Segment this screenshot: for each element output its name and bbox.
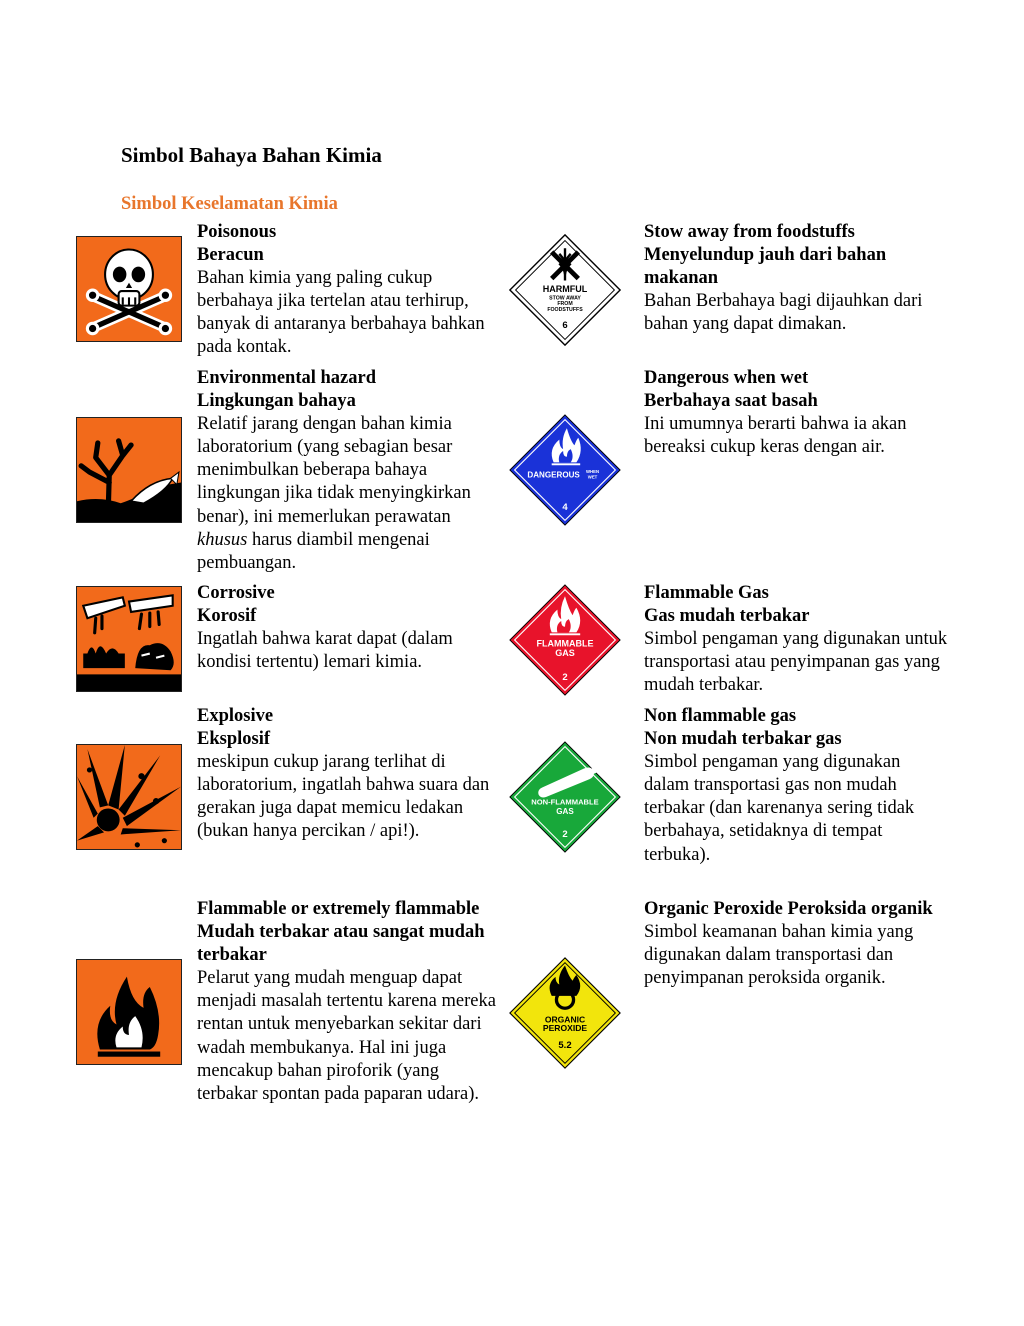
symbol-title: Poisonous bbox=[197, 222, 277, 242]
harmful-wheat-crossed-icon bbox=[508, 233, 622, 347]
emphasis-text: khusus bbox=[197, 529, 248, 550]
symbol-description: Simbol pengaman yang digunakan untuk transportasi atau penyimpanan gas yang mudah terbakar. bbox=[644, 629, 948, 696]
symbol-entry-flammable bbox=[197, 898, 499, 1106]
symbol-title: Flammable or extremely flammable Mudah terbakar atau sangat mudah terbakar bbox=[197, 899, 485, 966]
symbol-description bbox=[197, 413, 499, 575]
dead-tree-fish-icon bbox=[76, 417, 182, 523]
diamond-label: GAS bbox=[556, 807, 574, 817]
symbol-description: Ini umumnya berarti bahwa ia akan bereaksi cukup keras dengan air. bbox=[644, 414, 907, 458]
symbol-subtitle: Korosif bbox=[197, 606, 257, 627]
symbol-entry-stow-away bbox=[644, 221, 949, 336]
diamond-label: STOW AWAY bbox=[549, 295, 581, 302]
diamond-label: FROM bbox=[557, 301, 573, 308]
skull-crossbones-icon bbox=[76, 236, 182, 342]
symbol-description: meskipun cukup jarang terlihat di laboratorium, ingatlah bahwa suara dan gerakan juga dapat memicu ledakan (bukan hanya percikan / api!). bbox=[197, 752, 490, 842]
symbol-title: Corrosive bbox=[197, 583, 275, 603]
diamond-label: FOODSTUFFS bbox=[547, 306, 583, 313]
symbol-description: Bahan kimia yang paling cukup berbahaya jika tertelan atau terhirup, banyak di antaranya berbahaya bahkan pada kontak. bbox=[197, 268, 485, 358]
symbol-title: Explosive bbox=[197, 706, 274, 726]
symbol-title: Dangerous when wet bbox=[644, 368, 809, 388]
class-number: 2 bbox=[562, 671, 568, 683]
symbol-entry-non-flammable-gas bbox=[644, 705, 949, 867]
symbol-description: Ingatlah bahwa karat dapat (dalam kondisi tertentu) lemari kimia. bbox=[197, 629, 453, 673]
symbol-subtitle: Lingkungan bahaya bbox=[197, 391, 356, 412]
diamond-label: WHEN bbox=[586, 468, 600, 474]
diamond-label: WET bbox=[587, 474, 598, 480]
diamond-label: HARMFUL bbox=[542, 283, 588, 294]
symbol-entry-flammable-gas bbox=[644, 582, 949, 697]
symbol-title: Flammable Gas bbox=[644, 583, 769, 603]
class-number: 2 bbox=[562, 828, 568, 840]
class-number: 6 bbox=[562, 320, 568, 331]
diamond-label: PEROXIDE bbox=[542, 1023, 588, 1034]
section-title: Simbol Keselamatan Kimia bbox=[121, 194, 338, 214]
diamond-label: NON-FLAMMABLE bbox=[531, 797, 599, 807]
description-text: Pelarut yang mudah menguap dapat menjadi masalah tertentu karena mereka rentan untuk menyebarkan sekitar dari wadah membukanya. Hal ini juga mencakup bahan piroforik (yang terbakar spontan pada paparan udara). bbox=[197, 968, 496, 1104]
symbol-entry-corrosive bbox=[197, 582, 499, 674]
description-text: Relatif jarang dengan bahan kimia laboratorium (yang sebagian besar menimbulkan beberapa bahaya lingkungan jika tidak menyingkirkan benar), ini memerlukan perawatan bbox=[197, 414, 471, 527]
flammable-gas-flame-icon bbox=[508, 583, 622, 697]
flame-icon bbox=[76, 959, 182, 1065]
flame-over-circle-icon bbox=[508, 956, 622, 1070]
diamond-label: ORGANIC bbox=[544, 1014, 586, 1025]
symbol-entry-environmental bbox=[197, 367, 499, 575]
class-number: 5.2 bbox=[558, 1040, 572, 1052]
symbol-subtitle: Berbahaya saat basah bbox=[644, 391, 818, 412]
diamond-label: DANGEROUS bbox=[527, 470, 580, 480]
symbol-description: Simbol keamanan bahan kimia yang digunakan dalam transportasi dan penyimpanan peroksida organik. bbox=[644, 922, 914, 989]
explosion-icon bbox=[76, 744, 182, 850]
symbol-title: Environmental hazard bbox=[197, 368, 377, 388]
symbol-entry-explosive bbox=[197, 705, 499, 844]
diamond-label: FLAMMABLE bbox=[536, 638, 594, 649]
symbol-entry-organic-peroxide bbox=[644, 898, 949, 990]
diamond-label: GAS bbox=[555, 648, 575, 659]
symbol-title: Non flammable gas bbox=[644, 706, 797, 726]
symbol-title: Stow away from foodstuffs bbox=[644, 222, 855, 242]
symbol-subtitle: Beracun bbox=[197, 245, 264, 266]
page-title: Simbol Bahaya Bahan Kimia bbox=[121, 143, 382, 167]
gas-cylinder-icon bbox=[508, 740, 622, 854]
symbol-description: Bahan Berbahaya bagi dijauhkan dari bahan yang dapat dimakan. bbox=[644, 291, 923, 335]
symbol-description: Simbol pengaman yang digunakan dalam transportasi gas non mudah terbakar (dan karenanya sering tidak berbahaya, setidaknya di tempat terbuka). bbox=[644, 752, 915, 865]
symbol-subtitle: Gas mudah terbakar bbox=[644, 606, 810, 627]
symbol-title: Organic Peroxide Peroksida organik bbox=[644, 899, 933, 919]
symbol-subtitle: Non mudah terbakar gas bbox=[644, 729, 842, 750]
description-text: harus diambil mengenai pembuangan. bbox=[197, 529, 430, 573]
symbol-entry-dangerous-wet bbox=[644, 367, 949, 459]
symbol-subtitle: Eksplosif bbox=[197, 729, 271, 750]
symbol-entry-poisonous bbox=[197, 221, 499, 360]
symbol-subtitle: Menyelundup jauh dari bahan makanan bbox=[644, 245, 887, 289]
symbol-description bbox=[197, 967, 499, 1106]
dangerous-when-wet-flame-icon bbox=[508, 413, 622, 527]
corrosion-icon bbox=[76, 586, 182, 692]
class-number: 4 bbox=[562, 501, 568, 513]
